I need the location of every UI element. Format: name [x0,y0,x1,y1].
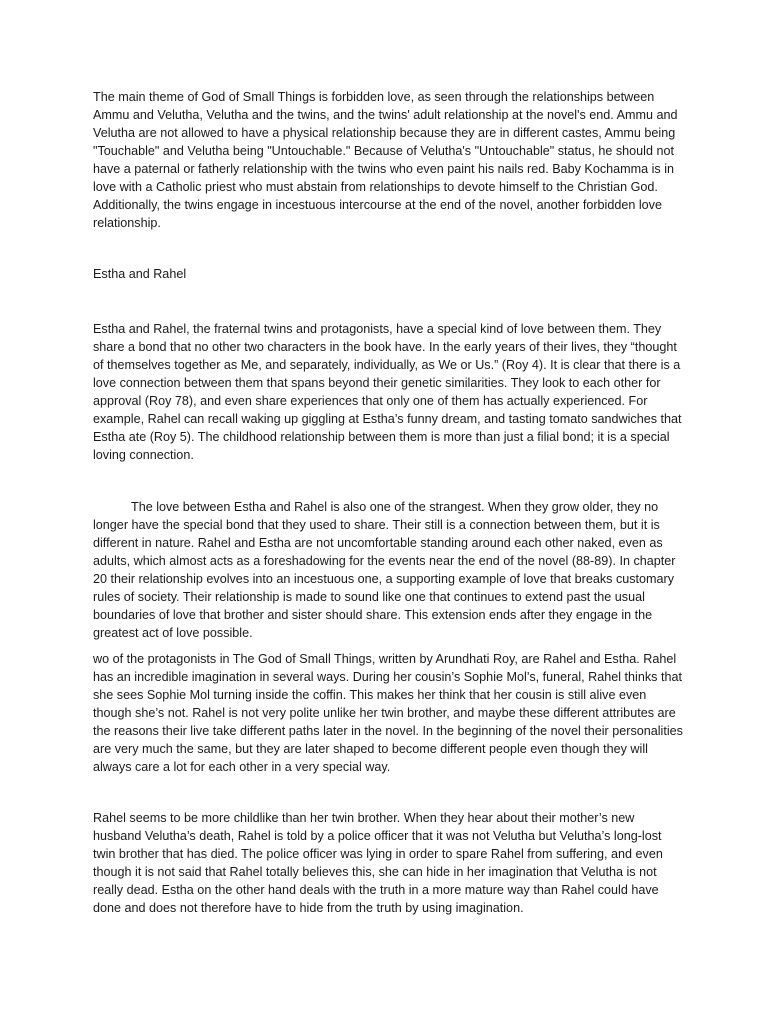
section-heading: Estha and Rahel [93,267,187,281]
paragraph-protagonists: wo of the protagonists in The God of Small Things, written by Arundhati Roy, are Rahel and Estha. Rahel has an incredible imagination in several ways. During her cousin’s Sophie Mol’s, funeral, Rahel thinks that she sees Sophie Mol turning inside the coffin. This makes her think that her cousin is still alive even though she’s not. Rahel is not very polite unlike her twin brother, and maybe these different attributes are the reasons their live take different paths later in the novel. In the beginning of the novel their personalities are very much the same, but they are later shaped to become different people even though they will always care a lot for each other in a very special way. [93,652,683,774]
paragraph-twins-bond: Estha and Rahel, the fraternal twins and protagonists, have a special kind of love between them. They share a bond that no other two characters in the book have. In the early years of their lives, they “thought of themselves together as Me, and separately, individually, as We or Us.” (Roy 4). It is clear that there is a love connection between them that spans beyond their genetic similarities. They look to each other for approval (Roy 78), and even share experiences that only one of them has actually experienced. For example, Rahel can recall waking up giggling at Estha’s funny dream, and tasting tomato sandwiches that Estha ate (Roy 5). The childhood relationship between them is more than just a filial bond; it is a special loving connection. [93,322,682,462]
paragraph-intro: The main theme of God of Small Things is forbidden love, as seen through the relationships between Ammu and Velutha, Velutha and the twins, and the twins' adult relationship at the novel's end. Ammu and Velutha are not allowed to have a physical relationship because they are in different castes, Ammu being "Touchable" and Velutha being "Untouchable." Because of Velutha's "Untouchable" status, he should not have a paternal or fatherly relationship with the twins who even paint his nails red. Baby Kochamma is in love with a Catholic priest who must abstain from relationships to devote himself to the Christian God. Additionally, the twins engage in incestuous intercourse at the end of the novel, another forbidden love relationship. [93,90,678,230]
paragraph-childlike: Rahel seems to be more childlike than her twin brother. When they hear about their mother’s new husband Velutha’s death, Rahel is told by a police officer that it was not Velutha but Velutha’s long-lost twin brother that has died. The police officer was lying in order to spare Rahel from suffering, and even though it is not said that Rahel totally believes this, she can hide in her imagination that Velutha is not really dead. Estha on the other hand deals with the truth in a more mature way than Rahel could have done and does not therefore have to hide from the truth by using imagination. [93,811,663,915]
paragraph-strangest-love: The love between Estha and Rahel is also one of the strangest. When they grow older, they no longer have the special bond that they used to share. Their still is a connection between them, but it is different in nature. Rahel and Estha are not uncomfortable standing around each other naked, even as adults, which almost acts as a foreshadowing for the events near the end of the novel (88-89). In chapter 20 their relationship evolves into an incestuous one, a supporting example of love that breaks customary rules of society. Their relationship is made to sound like one that continues to extend past the usual boundaries of love that brother and sister should share. This extension ends after they engage in the greatest act of love possible. [93,500,676,640]
